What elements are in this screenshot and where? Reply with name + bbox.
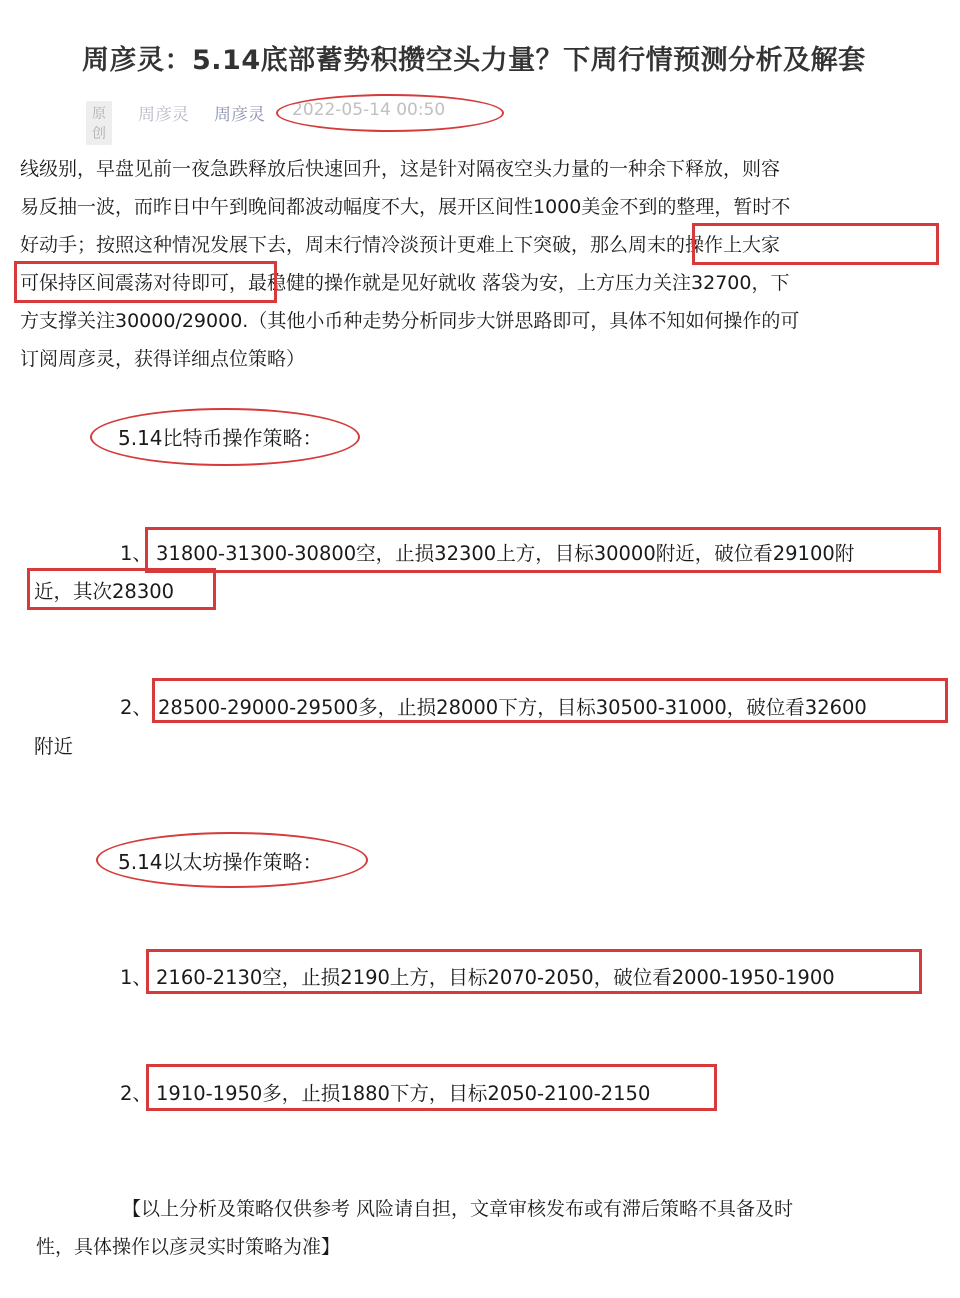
highlight-box bbox=[692, 223, 939, 265]
eth-item-index: 1、 bbox=[120, 966, 152, 989]
eth-item-index: 2、 bbox=[120, 1082, 152, 1105]
intro-line: 线级别，早盘见前一夜急跌释放后快速回升，这是针对隔夜空头力量的一种余下释放，则容 bbox=[20, 158, 781, 180]
intro-line: 好动手；按照这种情况发展下去，周末行情冷淡预计更难上下突破，那么周末的操作上大家 bbox=[20, 234, 781, 256]
eth-item-line: 1910-1950多，止损1880下方，目标2050-2100-2150 bbox=[156, 1082, 651, 1105]
intro-line: 方支撑关注30000/29000.（其他小币种走势分析同步大饼思路即可，具体不知如何操作的可 bbox=[20, 310, 800, 332]
author-name: 周彦灵 bbox=[138, 105, 189, 125]
author-link[interactable]: 周彦灵 bbox=[214, 105, 265, 125]
eth-item-line: 2160-2130空，止损2190上方，目标2070-2050，破位看2000-1950-1900 bbox=[156, 966, 835, 989]
btc-item-index: 1、 bbox=[120, 542, 152, 565]
btc-heading-ellipse bbox=[90, 408, 360, 466]
btc-item-index: 2、 bbox=[120, 696, 152, 719]
highlight-box bbox=[14, 261, 277, 303]
original-badge: 原创 bbox=[86, 101, 112, 145]
intro-line: 易反抽一波，而昨日中午到晚间都波动幅度不大，展开区间性1000美金不到的整理，暂时不 bbox=[20, 196, 791, 218]
intro-line: 订阅周彦灵，获得详细点位策略） bbox=[20, 348, 306, 370]
highlight-box bbox=[145, 527, 941, 573]
highlight-box bbox=[27, 568, 216, 610]
btc-item-line: 附近 bbox=[34, 735, 74, 758]
intro-line: 可保持区间震荡对待即可，最稳健的操作就是见好就收 落袋为安，上方压力关注32700，下 bbox=[20, 272, 790, 294]
btc-strategy-heading: 5.14比特币操作策略： bbox=[118, 426, 323, 450]
publish-date: 2022-05-14 00:50 bbox=[292, 100, 446, 120]
highlight-box bbox=[152, 678, 948, 723]
highlight-box bbox=[146, 949, 922, 994]
eth-strategy-heading: 5.14以太坊操作策略： bbox=[118, 850, 323, 874]
highlight-box bbox=[146, 1064, 717, 1111]
disclaimer-line: 【以上分析及策略仅供参考 风险请自担，文章审核发布或有滞后策略不具备及时 bbox=[122, 1198, 794, 1220]
btc-item-line: 31800-31300-30800空，止损32300上方，目标30000附近，破位看29100附 bbox=[156, 542, 855, 565]
disclaimer-line: 性，具体操作以彦灵实时策略为准】 bbox=[36, 1236, 341, 1258]
article-title: 周彦灵：5.14底部蓄势积攒空头力量？下周行情预测分析及解套 bbox=[82, 45, 866, 76]
btc-item-line: 28500-29000-29500多，止损28000下方，目标30500-31000，破位看32600 bbox=[158, 696, 867, 719]
date-highlight-ellipse bbox=[276, 94, 504, 132]
eth-heading-ellipse bbox=[96, 832, 368, 888]
btc-item-line: 近，其次28300 bbox=[34, 580, 175, 603]
